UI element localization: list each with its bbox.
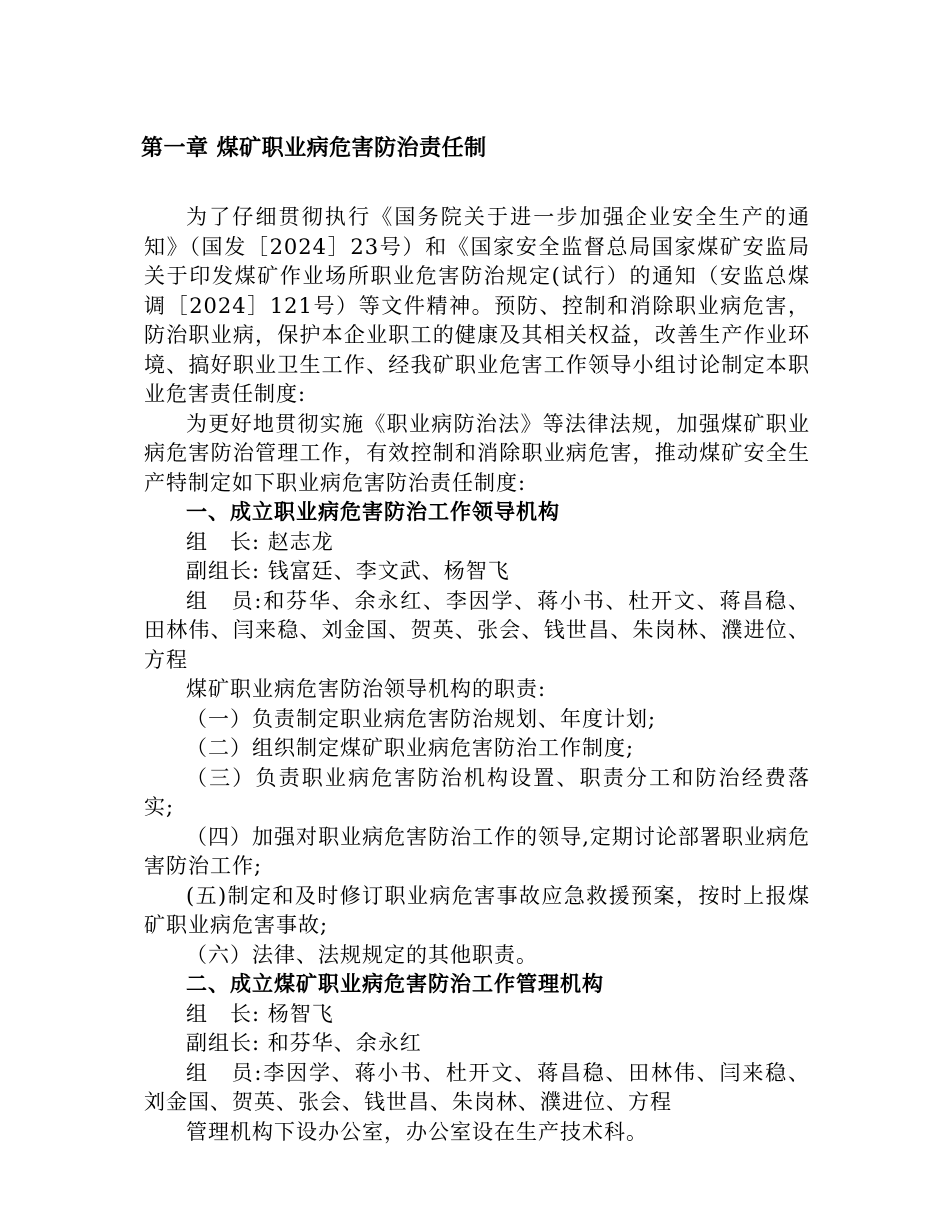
duty-item: （一）负责制定职业病危害防治规划、年度计划; [186, 706, 657, 731]
duty-item: （二）组织制定煤矿职业病危害防治工作制度; [186, 736, 635, 760]
duties-intro: 煤矿职业病危害防治领导机构的职责: [186, 677, 547, 701]
duty-item: (五)制定和及时修订职业病危害事故应急救援预案，按时上报煤矿职业病危害事故; [144, 883, 810, 937]
members-line: 组 员:和芬华、余永红、李因学、蒋小书、杜开文、蒋昌稳、田林伟、闫来稳、刘金国、贺英、张会、钱世昌、朱岗林、濮进位、方程 [144, 588, 810, 672]
chapter-title: 第一章 煤矿职业病危害防治责任制 [141, 136, 487, 161]
leader-line: 组 长: 赵志龙 [186, 529, 334, 554]
body-text [144, 203, 810, 1147]
office-line: 管理机构下设办公室，办公室设在生产技术科。 [186, 1119, 648, 1144]
purpose-paragraph: 为更好地贯彻实施《职业病防治法》等法律法规，加强煤矿职业病危害防治管理工作，有效控制和消除职业病危害，推动煤矿安全生产特制定如下职业病危害防治责任制度: [144, 411, 810, 495]
duty-item: （六）法律、法规规定的其他职责。 [186, 942, 538, 967]
intro-paragraph: 为了仔细贯彻执行《国务院关于进一步加强企业安全生产的通知》（国发［2024］23号）和《国家安全监督总局国家煤矿安监局关于印发煤矿作业场所职业危害防治规定(试行）的通知（安监总煤调［2024］121号）等文件精神。预防、控制和消除职业病危害，防治职业病，保护本企业职工的健康及其相关权益，改善生产作业环境、搞好职业卫生工作、经我矿职业危害工作领导小组讨论制定本职业危害责任制度: [144, 205, 810, 406]
section-heading-leadership: 一、成立职业病危害防治工作领导机构 [186, 500, 560, 524]
leader-line: 组 长: 杨智飞 [186, 1001, 334, 1026]
members-line: 组 员:李因学、蒋小书、杜开文、蒋昌稳、田林伟、闫来稳、刘金国、贺英、张会、钱世昌、朱岗林、濮进位、方程 [144, 1060, 810, 1114]
duty-item: （三）负责职业病危害防治机构设置、职责分工和防治经费落实; [144, 765, 810, 819]
section-heading-management: 二、成立煤矿职业病危害防治工作管理机构 [186, 972, 604, 996]
duty-item: （四）加强对职业病危害防治工作的领导,定期讨论部署职业病危害防治工作; [144, 824, 810, 878]
deputy-leader-line: 副组长: 钱富廷、李文武、杨智飞 [186, 559, 510, 583]
deputy-leader-line: 副组长: 和芬华、余永红 [186, 1031, 422, 1055]
